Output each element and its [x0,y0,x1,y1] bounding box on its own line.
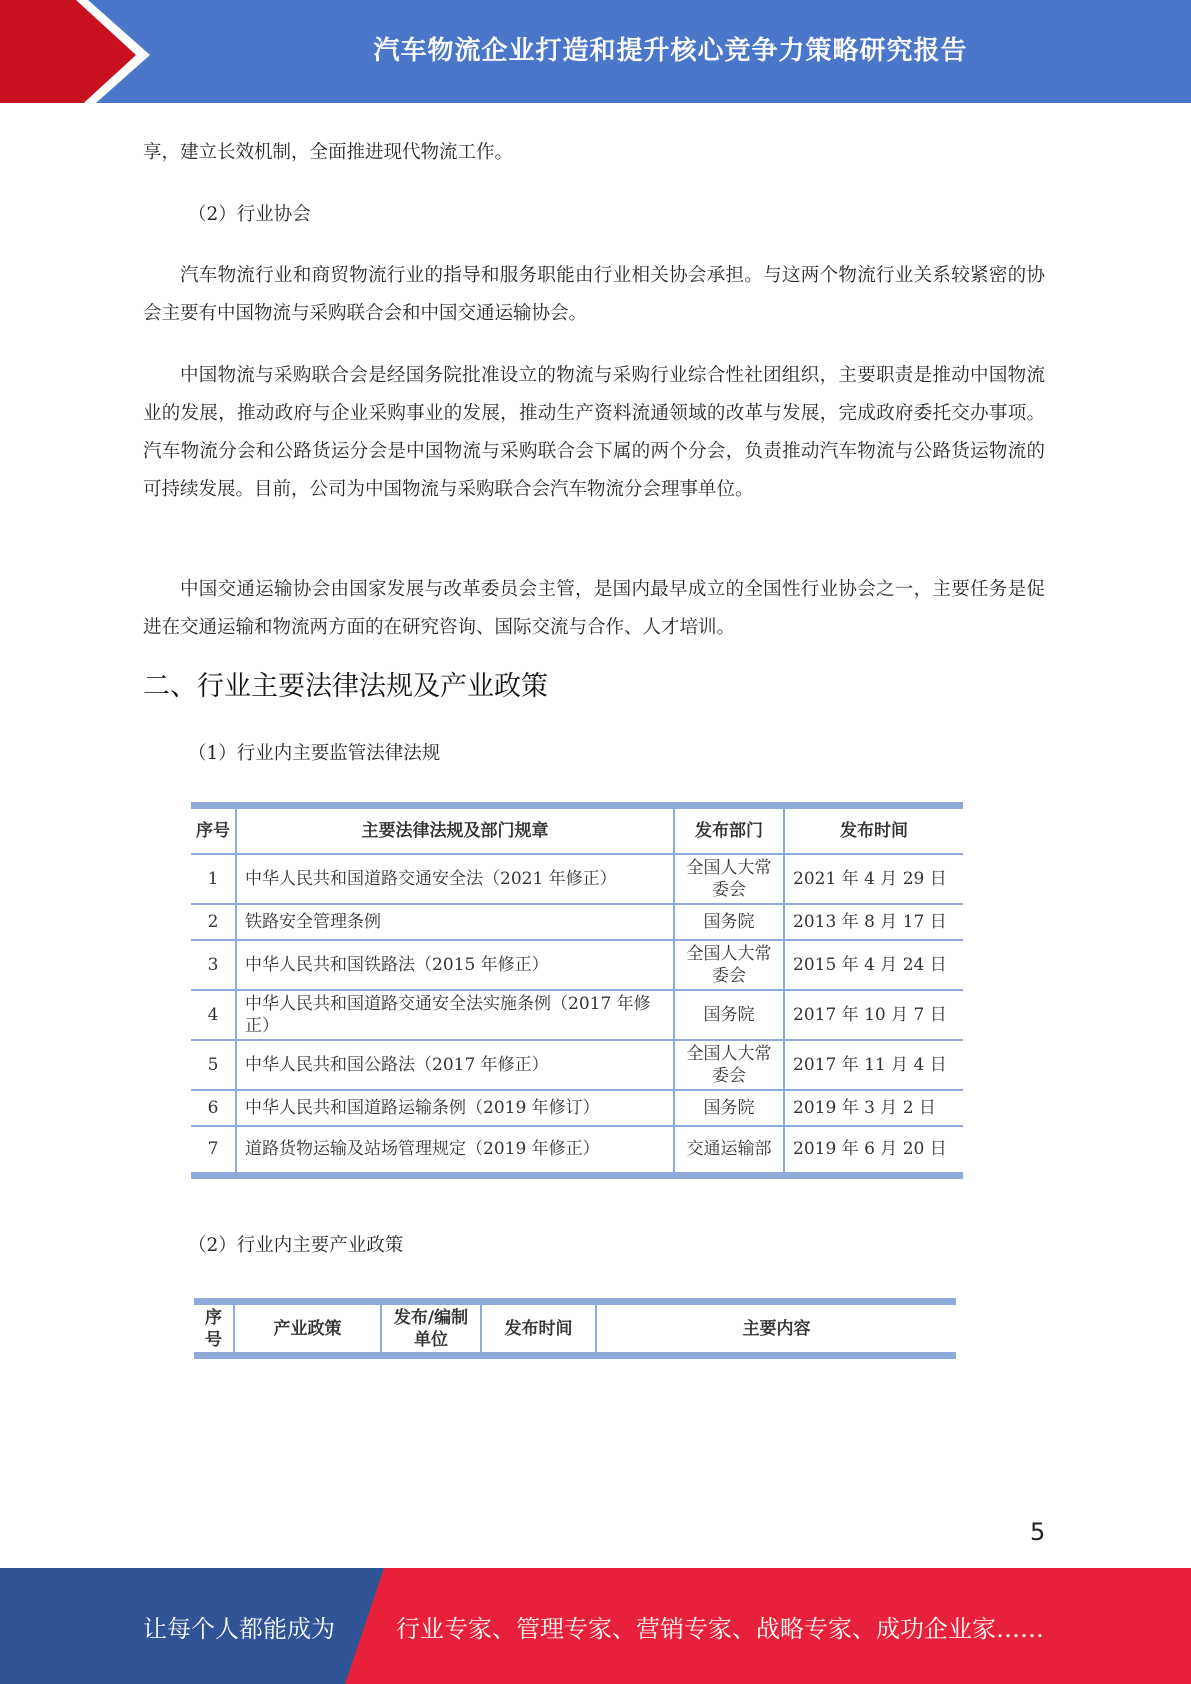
footer-slogan-left: 让每个人都能成为 [143,1614,335,1643]
cell-dept: 国务院 [674,1090,784,1126]
table-header-row [194,1302,956,1356]
cell-date: 2017 年 11 月 4 日 [784,1040,963,1090]
header-date: 发布时间 [784,806,963,854]
cell-dept: 国务院 [674,990,784,1040]
cell-name: 中华人民共和国道路交通安全法实施条例（2017 年修正） [236,990,674,1040]
cell-no: 6 [191,1090,236,1126]
table-row [191,854,963,904]
table-row [191,1040,963,1090]
cell-no: 2 [191,904,236,940]
header-date: 发布时间 [481,1302,596,1356]
section-heading: 二、行业主要法律法规及产业政策 [143,671,548,702]
table-row [191,990,963,1040]
cell-date: 2013 年 8 月 17 日 [784,904,963,940]
header-unit: 发布/编制单位 [381,1302,481,1356]
cell-name: 中华人民共和国公路法（2017 年修正） [236,1040,674,1090]
cell-name: 道路货物运输及站场管理规定（2019 年修正） [236,1126,674,1176]
cell-name: 中华人民共和国铁路法（2015 年修正） [236,940,674,990]
subheading-policies: （2）行业内主要产业政策 [188,1235,404,1256]
paragraph-ccta: 中国交通运输协会由国家发展与改革委员会主管，是国内最早成立的全国性行业协会之一，主要任务是促进在交通运输和物流两方面的在研究咨询、国际交流与合作、人才培训。 [143,579,1045,638]
cell-dept: 交通运输部 [674,1126,784,1176]
page-footer [0,1568,1191,1684]
page-header [0,0,1191,110]
cell-date: 2019 年 3 月 2 日 [784,1090,963,1126]
footer-slogan-right: 行业专家、管理专家、营销专家、战略专家、成功企业家…… [396,1614,1044,1643]
cell-no: 3 [191,940,236,990]
cell-name: 铁路安全管理条例 [236,904,674,940]
paragraph-continuation: 享，建立长效机制，全面推进现代物流工作。 [143,142,514,163]
paragraph-cflp: 中国物流与采购联合会是经国务院批准设立的物流与采购行业综合性社团组织，主要职责是推动中国物流业的发展，推动政府与企业采购事业的发展，推动生产资料流通领域的改革与发展，完成政府委托交办事项。汽车物流分会和公路货运分会是中国物流与采购联合会下属的两个分会，负责推动汽车物流与公路货运物流的可持续发展。目前，公司为中国物流与采购联合会汽车物流分会理事单位。 [143,365,1045,500]
table-row [191,904,963,940]
cell-dept: 全国人大常委会 [674,940,784,990]
header-no: 序号 [191,806,236,854]
subheading-association: （2）行业协会 [188,204,311,225]
table-header-row [191,806,963,854]
cell-date: 2019 年 6 月 20 日 [784,1126,963,1176]
cell-date: 2021 年 4 月 29 日 [784,854,963,904]
header-dept: 发布部门 [674,806,784,854]
table-row [191,1090,963,1126]
cell-date: 2015 年 4 月 24 日 [784,940,963,990]
table-row [191,1126,963,1176]
page-number: 5 [1030,1518,1046,1546]
header-no: 序号 [194,1302,234,1356]
header-name: 主要法律法规及部门规章 [236,806,674,854]
paragraph-associations: 汽车物流行业和商贸物流行业的指导和服务职能由行业相关协会承担。与这两个物流行业关系较紧密的协会主要有中国物流与采购联合会和中国交通运输协会。 [143,265,1045,324]
subheading-laws: （1）行业内主要监管法律法规 [188,743,441,764]
cell-dept: 国务院 [674,904,784,940]
cell-no: 1 [191,854,236,904]
cell-date: 2017 年 10 月 7 日 [784,990,963,1040]
report-title: 汽车物流企业打造和提升核心竞争力策略研究报告 [373,35,968,66]
cell-no: 7 [191,1126,236,1176]
header-policy: 产业政策 [234,1302,381,1356]
policy-table [194,1298,956,1359]
cell-name: 中华人民共和国道路运输条例（2019 年修订） [236,1090,674,1126]
cell-name: 中华人民共和国道路交通安全法（2021 年修正） [236,854,674,904]
table-row [191,940,963,990]
cell-dept: 全国人大常委会 [674,1040,784,1090]
cell-dept: 全国人大常委会 [674,854,784,904]
laws-table [191,802,963,1179]
cell-no: 4 [191,990,236,1040]
header-content: 主要内容 [596,1302,956,1356]
cell-no: 5 [191,1040,236,1090]
